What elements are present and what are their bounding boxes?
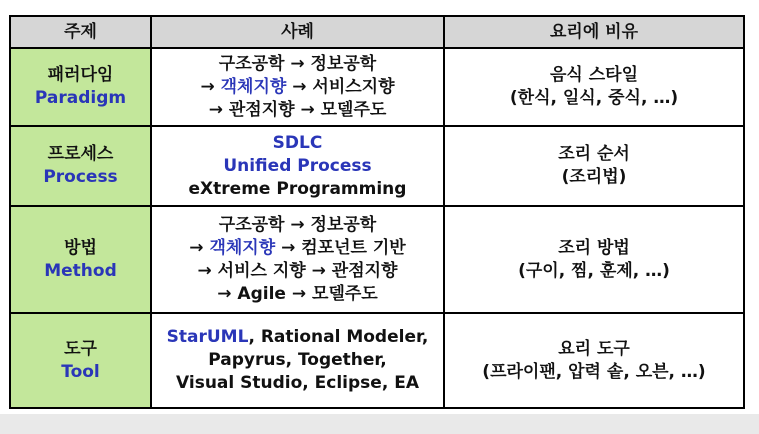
example-text: → 컴포넌트 기반: [275, 237, 406, 258]
example-text: → 서비스지향: [286, 76, 395, 97]
example-line: 구조공학 → 정보공학: [218, 53, 377, 74]
topic-ko: 방법: [64, 237, 97, 258]
example-cell-tool: [151, 313, 444, 408]
highlight-text: 객체지향: [220, 76, 287, 97]
analogy-cell-method: [444, 206, 744, 313]
analogy-line: (프라이팬, 압력 솥, 오븐, …): [482, 361, 706, 382]
header-example: 사례: [151, 16, 444, 48]
highlight-text: 객체지향: [209, 237, 276, 258]
arrow-text: →: [200, 76, 221, 97]
example-line: [152, 76, 443, 99]
example-line: Papyrus, Together,: [208, 350, 387, 370]
topic-ko: 패러다임: [47, 65, 114, 85]
analogy-line: 조리 방법: [558, 237, 630, 258]
table-row-tool: [10, 313, 744, 408]
arrow-text: →: [189, 237, 210, 258]
example-line: Visual Studio, Eclipse, EA: [176, 373, 419, 393]
example-line: [152, 237, 443, 260]
analogy-cell-paradigm: [444, 48, 744, 126]
table-row-method: [10, 206, 744, 313]
topic-en: Process: [43, 167, 118, 187]
analogy-line: (한식, 일식, 중식, …): [509, 88, 679, 108]
highlight-text: StarUML: [166, 327, 249, 347]
example-line: [152, 326, 443, 349]
topic-cell-paradigm: [10, 48, 151, 126]
analogy-line: (구이, 찜, 훈제, …): [518, 260, 670, 281]
analogy-cell-process: [444, 126, 744, 206]
analogy-line: 요리 도구: [558, 338, 630, 359]
topic-cell-tool: [10, 313, 151, 408]
example-line: 구조공학 → 정보공학: [218, 214, 377, 235]
comparison-table: [9, 15, 745, 409]
analogy-line: (조리법): [561, 167, 627, 187]
example-line: SDLC: [272, 132, 323, 153]
table-row-process: [10, 126, 744, 206]
example-line: eXtreme Programming: [188, 178, 407, 199]
header-analogy: 요리에 비유: [444, 16, 744, 48]
topic-en: Paradigm: [34, 88, 127, 108]
analogy-line: 조리 순서: [558, 144, 630, 164]
example-line: Unified Process: [223, 155, 372, 176]
example-cell-method: [151, 206, 444, 313]
example-cell-process: [151, 126, 444, 206]
analogy-cell-tool: [444, 313, 744, 408]
example-line: → 서비스 지향 → 관점지향: [197, 260, 398, 281]
topic-cell-method: [10, 206, 151, 313]
analogy-line: 음식 스타일: [549, 65, 639, 85]
table-row-paradigm: [10, 48, 744, 126]
topic-ko: 프로세스: [47, 144, 114, 164]
bottom-band: [0, 414, 759, 434]
example-cell-paradigm: [151, 48, 444, 126]
topic-en: Method: [44, 260, 117, 281]
header-topic: 주제: [10, 16, 151, 48]
example-line: → 관점지향 → 모델주도: [208, 99, 387, 120]
topic-cell-process: [10, 126, 151, 206]
topic-ko: 도구: [64, 338, 97, 359]
topic-en: Tool: [61, 361, 100, 382]
example-line: → Agile → 모델주도: [217, 283, 378, 304]
example-text: , Rational Modeler,: [248, 327, 429, 347]
header-row: [10, 16, 744, 48]
